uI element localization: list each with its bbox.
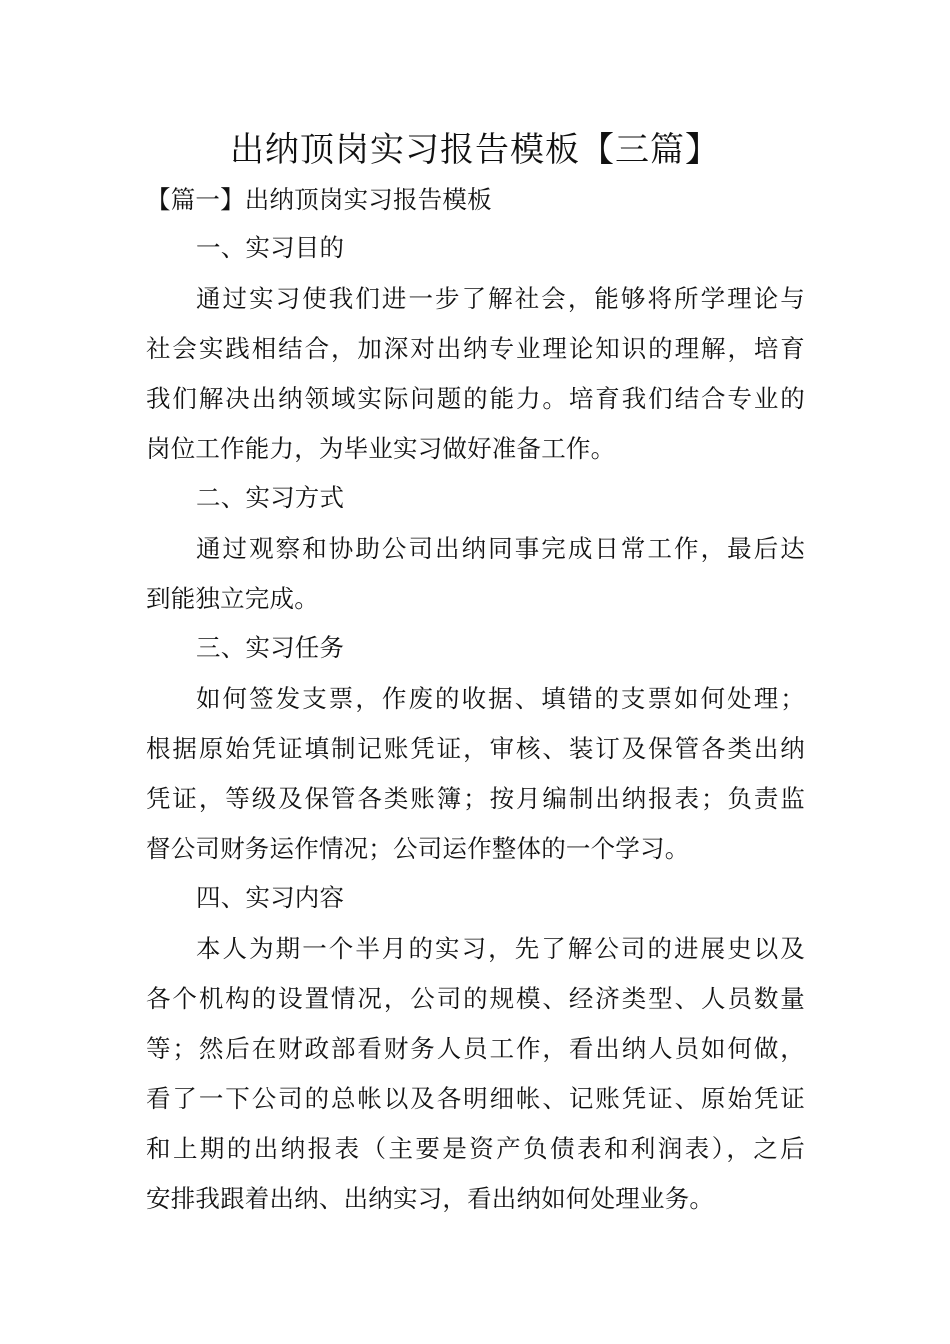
subheading-method: 二、实习方式	[196, 483, 345, 512]
paragraph-line: 本人为期一个半月的实习，先了解公司的进展史以及	[196, 934, 805, 963]
paragraph-line: 如何签发支票，作废的收据、填错的支票如何处理；	[196, 684, 805, 713]
paragraph-line: 通过实习使我们进一步了解社会，能够将所学理论与	[196, 284, 805, 313]
document-title: 出纳顶岗实习报告模板【三篇】	[230, 130, 720, 170]
paragraph-line: 各个机构的设置情况，公司的规模、经济类型、人员数量	[146, 984, 805, 1013]
paragraph-line: 和上期的出纳报表（主要是资产负债表和利润表），之后	[146, 1134, 805, 1163]
subheading-purpose: 一、实习目的	[196, 233, 345, 262]
paragraph-line: 安排我跟着出纳、出纳实习，看出纳如何处理业务。	[146, 1184, 715, 1213]
paragraph-line: 社会实践相结合，加深对出纳专业理论知识的理解，培育	[146, 334, 805, 363]
paragraph-line: 督公司财务运作情况；公司运作整体的一个学习。	[146, 834, 690, 863]
paragraph-line: 我们解决出纳领域实际问题的能力。培育我们结合专业的	[146, 384, 805, 413]
section-heading-part-one: 【篇一】出纳顶岗实习报告模板	[146, 185, 492, 214]
paragraph-line: 岗位工作能力，为毕业实习做好准备工作。	[146, 434, 616, 463]
paragraph-line: 通过观察和协助公司出纳同事完成日常工作，最后达	[196, 534, 805, 563]
paragraph-line: 到能独立完成。	[146, 584, 319, 613]
paragraph-line: 根据原始凭证填制记账凭证，审核、装订及保管各类出纳	[146, 734, 805, 763]
subheading-content: 四、实习内容	[196, 883, 345, 912]
subheading-tasks: 三、实习任务	[196, 633, 345, 662]
paragraph-line: 凭证，等级及保管各类账簿；按月编制出纳报表；负责监	[146, 784, 805, 813]
paragraph-line: 看了一下公司的总帐以及各明细帐、记账凭证、原始凭证	[146, 1084, 805, 1113]
paragraph-line: 等；然后在财政部看财务人员工作，看出纳人员如何做，	[146, 1034, 805, 1063]
